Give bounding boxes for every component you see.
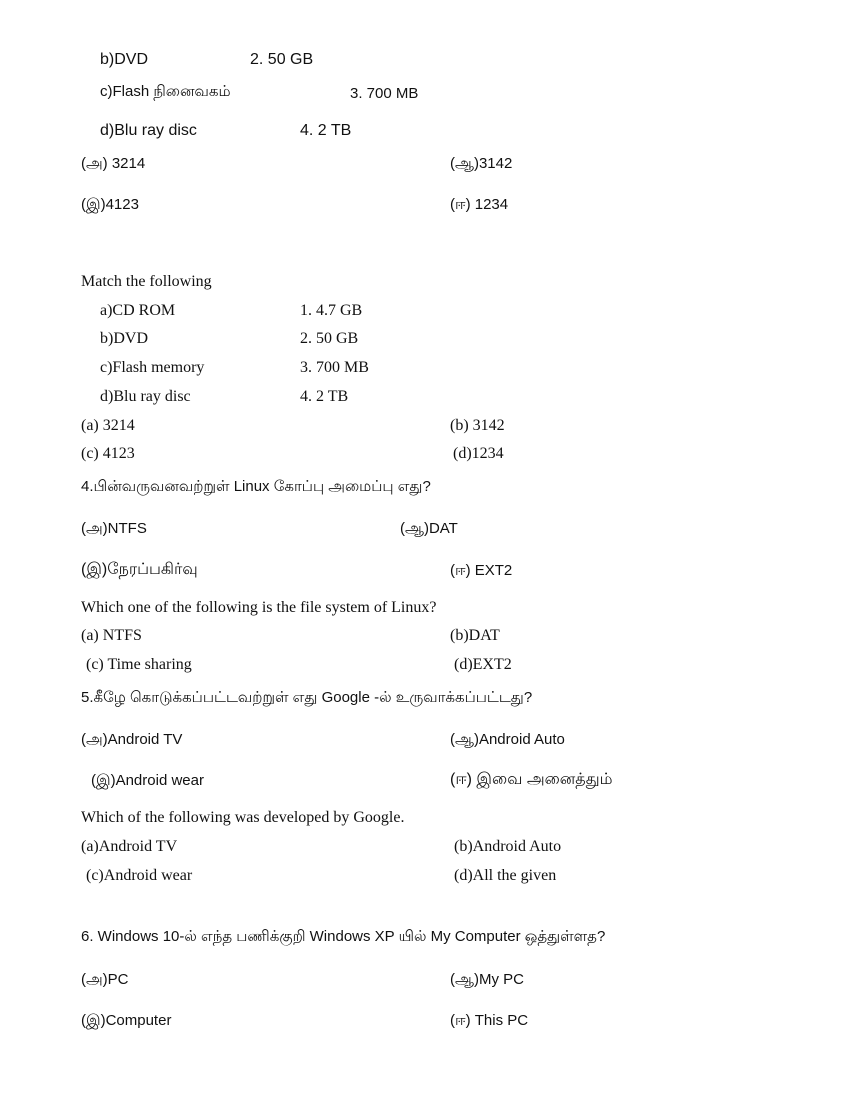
q3-tamil-item-c-left: c)Flash நினைவகம் bbox=[100, 83, 231, 100]
q5-english-option-c: (c)Android wear bbox=[86, 867, 193, 884]
q3-english-option-a: (a) 3214 bbox=[81, 417, 135, 434]
q3-english-item-c-right: 3. 700 MB bbox=[300, 359, 369, 376]
q4-english-option-d: (d)EXT2 bbox=[454, 656, 512, 673]
q4-tamil-option-a: (அ)NTFS bbox=[81, 520, 147, 537]
q6-tamil-option-a: (அ)PC bbox=[81, 971, 129, 988]
q4-tamil-option-d: (ஈ) EXT2 bbox=[450, 562, 513, 579]
q5-tamil-option-d: (ஈ) இவை அனைத்தும் bbox=[450, 771, 613, 788]
q4-english-option-c: (c) Time sharing bbox=[86, 656, 192, 673]
q3-english-item-a-left: a)CD ROM bbox=[100, 302, 176, 319]
q3-tamil-item-d-right: 4. 2 TB bbox=[300, 122, 352, 139]
q3-english-heading: Match the following bbox=[81, 273, 212, 290]
q5-english-option-b: (b)Android Auto bbox=[454, 838, 562, 855]
q5-tamil-option-b: (ஆ)Android Auto bbox=[450, 731, 565, 748]
q3-english-item-a-right: 1. 4.7 GB bbox=[300, 302, 363, 319]
q3-tamil-option-a: (அ) 3214 bbox=[81, 155, 146, 172]
q6-tamil-option-b: (ஆ)My PC bbox=[450, 971, 524, 988]
q5-english-option-a: (a)Android TV bbox=[81, 838, 178, 855]
q6-tamil-option-c: (இ)Computer bbox=[81, 1012, 172, 1029]
q6-tamil-option-d: (ஈ) This PC bbox=[450, 1012, 529, 1029]
q3-english-item-c-left: c)Flash memory bbox=[100, 359, 205, 376]
q4-english-option-b: (b)DAT bbox=[450, 627, 500, 644]
q5-english-option-d: (d)All the given bbox=[454, 867, 557, 884]
q3-tamil-option-c: (இ)4123 bbox=[81, 196, 139, 213]
q3-tamil-item-b-right: 2. 50 GB bbox=[250, 51, 314, 68]
q3-tamil-item-d-left: d)Blu ray disc bbox=[100, 122, 197, 139]
q4-tamil-option-b: (ஆ)DAT bbox=[400, 520, 458, 537]
q6-tamil-question: 6. Windows 10-ல் எந்த பணிக்குறி Windows XP யில் My Computer ஒத்துள்ளத? bbox=[81, 928, 606, 945]
q4-english-option-a: (a) NTFS bbox=[81, 627, 142, 644]
q5-english-question: Which of the following was developed by Google. bbox=[81, 809, 405, 826]
q3-tamil-item-c-right: 3. 700 MB bbox=[350, 85, 419, 102]
q3-english-item-d-left: d)Blu ray disc bbox=[100, 388, 191, 405]
q4-tamil-question: 4.பின்வருவனவற்றுள் Linux கோப்பு அமைப்பு எது? bbox=[81, 478, 431, 495]
q3-tamil-option-b: (ஆ)3142 bbox=[450, 155, 513, 172]
q5-tamil-option-a: (அ)Android TV bbox=[81, 731, 183, 748]
q3-english-item-b-left: b)DVD bbox=[100, 330, 148, 347]
q3-english-item-b-right: 2. 50 GB bbox=[300, 330, 359, 347]
q5-tamil-question: 5.கீழே கொடுக்கப்பட்டவற்றுள் எது Google -ல் உருவாக்கப்பட்டது? bbox=[81, 689, 533, 706]
q3-english-option-d: (d)1234 bbox=[453, 445, 504, 462]
q3-english-option-c: (c) 4123 bbox=[81, 445, 135, 462]
q4-english-question: Which one of the following is the file system of Linux? bbox=[81, 599, 437, 616]
q3-tamil-option-d: (ஈ) 1234 bbox=[450, 196, 509, 213]
q3-english-option-b: (b) 3142 bbox=[450, 417, 505, 434]
q3-tamil-item-b-left: b)DVD bbox=[100, 51, 149, 68]
q3-english-item-d-right: 4. 2 TB bbox=[300, 388, 349, 405]
q4-tamil-option-c: (இ)நேரப்பகிர்வு bbox=[81, 561, 198, 578]
q5-tamil-option-c: (இ)Android wear bbox=[91, 772, 204, 789]
